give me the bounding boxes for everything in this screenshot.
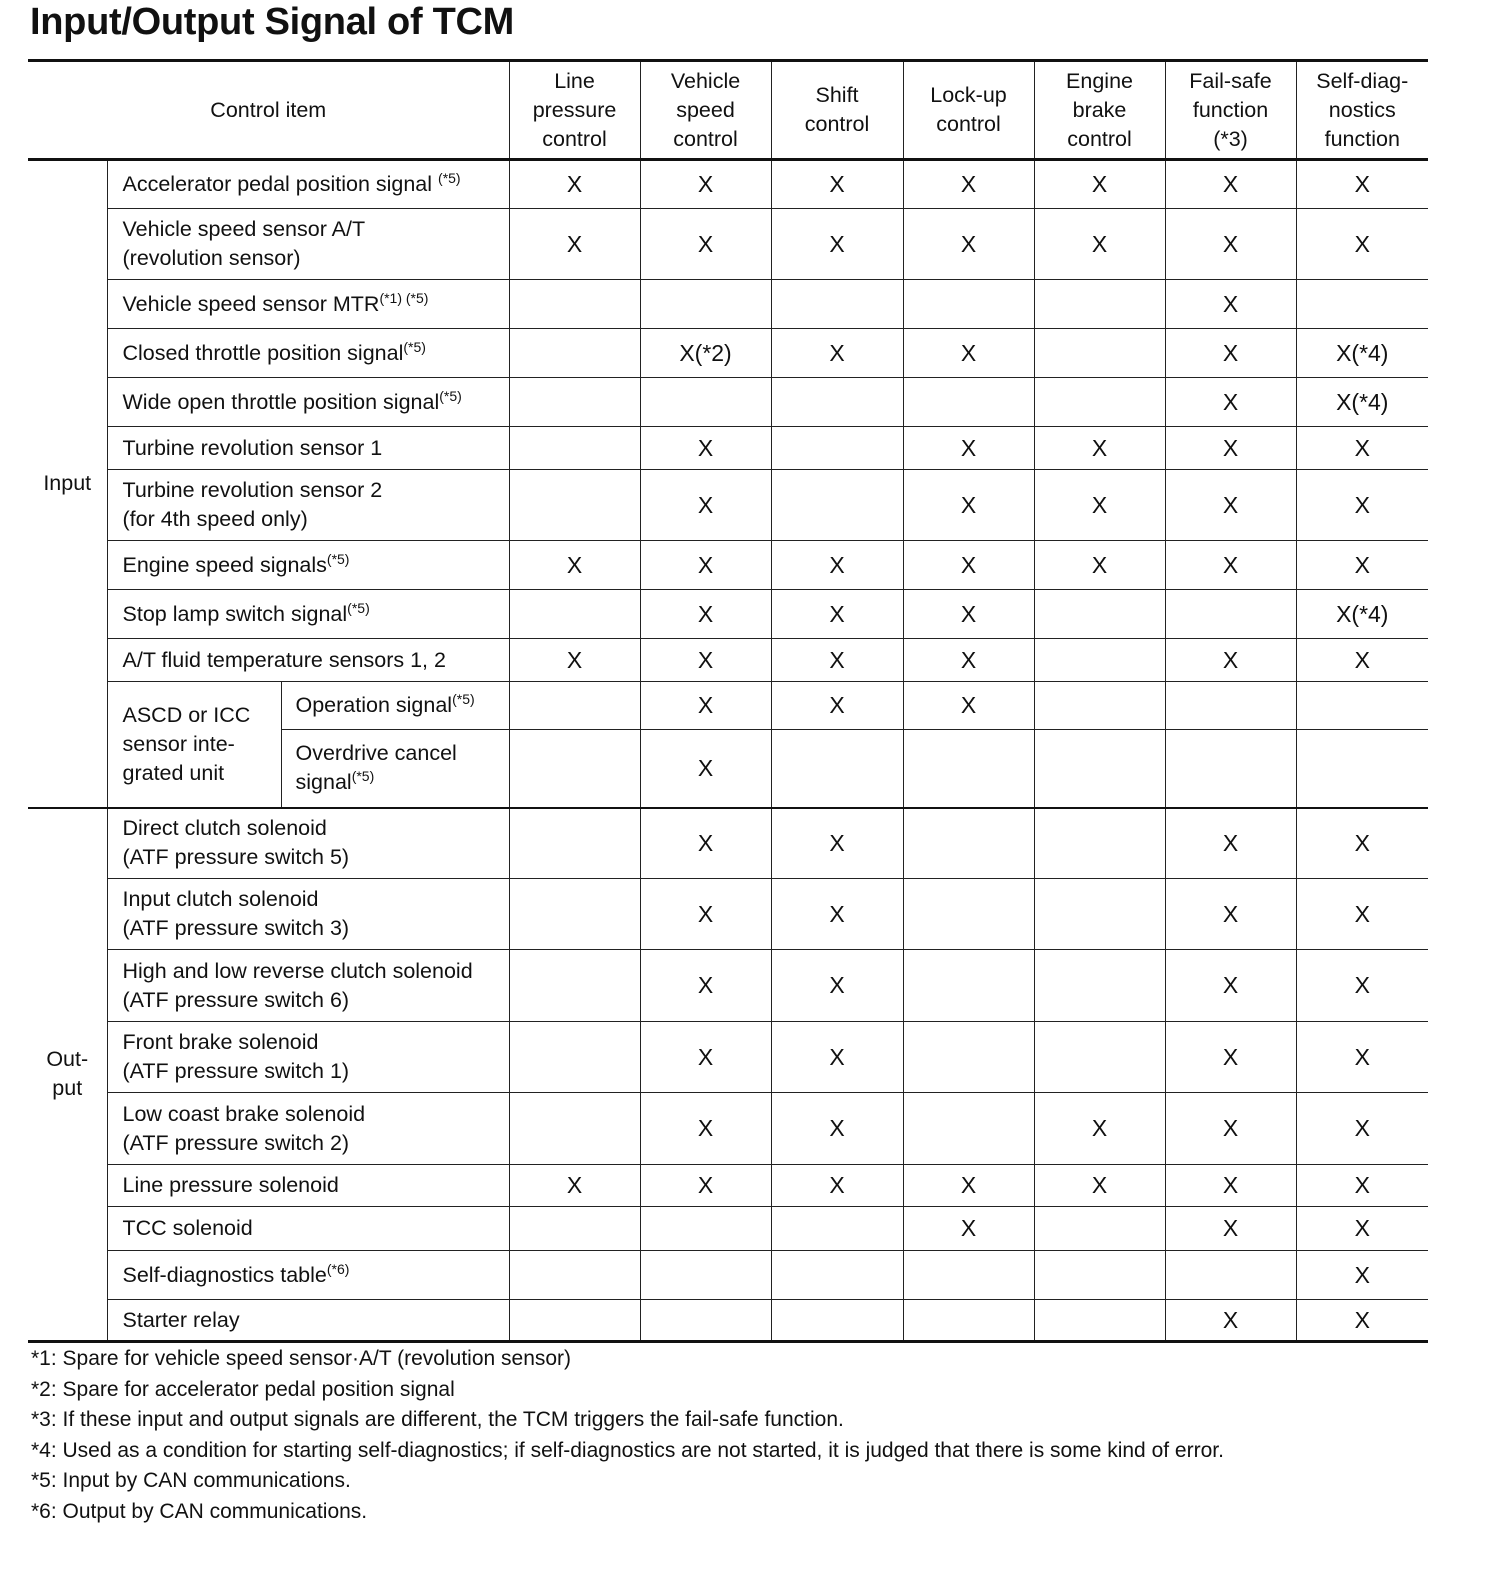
row-label-text: A/T fluid temperature sensors 1, 2 xyxy=(122,647,446,672)
mark-cell xyxy=(903,1093,1034,1165)
row-label-text: signal xyxy=(295,770,352,795)
mark-cell xyxy=(1034,879,1165,950)
footnote: *6: Output by CAN communications. xyxy=(31,1499,368,1523)
row-label xyxy=(107,1022,509,1093)
mark-cell xyxy=(903,280,1034,329)
mark-cell xyxy=(1034,329,1165,378)
footnote-ref: (*5) xyxy=(347,599,370,616)
mark-cell: X xyxy=(1165,879,1296,950)
mark-cell xyxy=(509,427,640,470)
row-label-text: Vehicle speed sensor A/T xyxy=(122,217,366,241)
mark-cell: X xyxy=(771,209,903,280)
row-label-text: (ATF pressure switch 1) xyxy=(122,1059,350,1083)
ascd-label-text: ASCD or ICC xyxy=(122,702,251,727)
row-label-text: Stop lamp switch signal xyxy=(122,601,348,626)
ascd-group-label xyxy=(107,682,281,808)
mark-cell xyxy=(903,730,1034,808)
mark-cell: X xyxy=(640,808,771,879)
mark-cell: X xyxy=(1165,160,1296,209)
mark-cell xyxy=(509,1093,640,1165)
row-label xyxy=(107,1165,509,1207)
table-row xyxy=(28,541,1428,590)
mark-cell: X xyxy=(1296,1207,1428,1251)
tcm-signal-table xyxy=(28,59,1428,1343)
mark-cell: X xyxy=(1165,950,1296,1022)
mark-cell xyxy=(1034,682,1165,730)
header-text: Self-diag- xyxy=(1316,68,1409,93)
mark-cell: X xyxy=(640,590,771,639)
mark-cell: X xyxy=(771,879,903,950)
mark-cell xyxy=(640,280,771,329)
column-header-engine-brake xyxy=(1034,61,1165,160)
table-row xyxy=(28,639,1428,682)
mark-cell: X xyxy=(640,1093,771,1165)
mark-cell: X xyxy=(1296,427,1428,470)
mark-cell xyxy=(1034,1300,1165,1342)
row-label xyxy=(107,1093,509,1165)
mark-cell: X xyxy=(1296,1300,1428,1342)
mark-cell: X xyxy=(903,329,1034,378)
row-label xyxy=(107,879,509,950)
row-label-text: Low coast brake solenoid xyxy=(122,1101,366,1126)
mark-cell xyxy=(771,378,903,427)
table-row xyxy=(28,378,1428,427)
mark-cell xyxy=(1034,1251,1165,1300)
row-label xyxy=(107,209,509,280)
column-header-line-pressure xyxy=(509,61,640,160)
row-label-text: Engine speed signals xyxy=(122,552,327,577)
footnotes xyxy=(31,1344,1224,1527)
mark-cell xyxy=(1296,280,1428,329)
ascd-label-text: grated unit xyxy=(122,760,225,785)
mark-cell xyxy=(771,427,903,470)
table-row xyxy=(28,1165,1428,1207)
mark-cell: X xyxy=(1165,541,1296,590)
mark-cell xyxy=(771,470,903,541)
row-label-text: Vehicle speed sensor MTR xyxy=(122,291,380,316)
mark-cell: X xyxy=(1165,329,1296,378)
mark-cell: X xyxy=(903,541,1034,590)
mark-cell xyxy=(903,950,1034,1022)
mark-cell xyxy=(903,1022,1034,1093)
mark-cell xyxy=(509,682,640,730)
header-text: Engine xyxy=(1066,68,1133,93)
footnote-ref: (*5) xyxy=(438,169,461,186)
mark-cell xyxy=(1296,730,1428,808)
page-title: Input/Output Signal of TCM xyxy=(30,1,514,43)
table-header-row xyxy=(28,61,1428,160)
row-label xyxy=(107,950,509,1022)
row-label-text: Turbine revolution sensor 1 xyxy=(122,435,383,460)
mark-cell: X xyxy=(1165,639,1296,682)
footnote-ref: (*6) xyxy=(326,1260,350,1277)
mark-cell xyxy=(509,950,640,1022)
table-row xyxy=(28,808,1428,879)
mark-cell: X xyxy=(903,427,1034,470)
header-text: control xyxy=(542,126,607,151)
mark-cell: X xyxy=(771,950,903,1022)
mark-cell: X xyxy=(903,682,1034,730)
mark-cell: X xyxy=(771,808,903,879)
mark-cell xyxy=(903,879,1034,950)
mark-cell: X xyxy=(771,160,903,209)
mark-cell xyxy=(1034,950,1165,1022)
mark-cell xyxy=(509,808,640,879)
mark-cell: X xyxy=(640,470,771,541)
mark-cell: X xyxy=(1034,1093,1165,1165)
mark-cell xyxy=(509,590,640,639)
row-label-text: Front brake solenoid xyxy=(122,1030,319,1054)
mark-cell: X xyxy=(640,730,771,808)
mark-cell: X xyxy=(771,541,903,590)
mark-cell xyxy=(903,1251,1034,1300)
mark-cell xyxy=(509,329,640,378)
footnote: *2: Spare for accelerator pedal position signal xyxy=(31,1377,455,1401)
mark-cell xyxy=(771,1300,903,1342)
row-label-text: Overdrive cancel xyxy=(295,741,457,766)
header-text: brake xyxy=(1072,97,1127,122)
mark-cell: X xyxy=(1034,209,1165,280)
row-label xyxy=(107,329,509,378)
table-row xyxy=(28,682,1428,730)
table-row xyxy=(28,1300,1428,1342)
header-text: control xyxy=(936,112,1001,136)
column-header-self-diagnostics xyxy=(1296,61,1428,160)
header-text: Vehicle xyxy=(670,68,741,93)
header-text: control xyxy=(804,112,870,136)
mark-cell xyxy=(1165,1251,1296,1300)
footnote-ref: (*5) xyxy=(326,550,350,567)
header-text: Shift xyxy=(815,83,859,107)
header-text: (*3) xyxy=(1213,126,1248,151)
mark-cell: X xyxy=(640,160,771,209)
row-label xyxy=(107,1207,509,1251)
mark-cell xyxy=(903,378,1034,427)
row-label-text: Line pressure solenoid xyxy=(122,1173,339,1197)
row-label xyxy=(281,682,509,730)
group-label-text: put xyxy=(52,1076,83,1101)
mark-cell: X xyxy=(771,639,903,682)
mark-cell: X xyxy=(1034,427,1165,470)
mark-cell: X xyxy=(1034,470,1165,541)
mark-cell: X xyxy=(1034,160,1165,209)
mark-cell: X xyxy=(640,682,771,730)
mark-cell xyxy=(771,1251,903,1300)
mark-cell: X xyxy=(1296,950,1428,1022)
header-text: function xyxy=(1192,97,1269,122)
mark-cell: X xyxy=(640,879,771,950)
row-label xyxy=(107,808,509,879)
row-label xyxy=(107,541,509,590)
mark-cell: X xyxy=(1296,160,1428,209)
mark-cell: X xyxy=(1165,427,1296,470)
row-label-text: (ATF pressure switch 2) xyxy=(122,1130,350,1155)
mark-cell: X xyxy=(640,639,771,682)
mark-cell xyxy=(771,280,903,329)
mark-cell: X xyxy=(1034,541,1165,590)
table-row xyxy=(28,1207,1428,1251)
row-label xyxy=(107,639,509,682)
mark-cell: X xyxy=(640,1022,771,1093)
mark-cell: X xyxy=(1165,280,1296,329)
mark-cell: X xyxy=(1296,879,1428,950)
row-label xyxy=(107,1300,509,1342)
row-label-text: Self-diagnostics table xyxy=(122,1262,327,1287)
row-label-text: (for 4th speed only) xyxy=(122,507,308,531)
header-text: pressure xyxy=(532,97,617,122)
mark-cell xyxy=(1034,1022,1165,1093)
mark-cell xyxy=(771,1207,903,1251)
mark-cell: X xyxy=(1296,209,1428,280)
mark-cell: X xyxy=(640,209,771,280)
mark-cell: X xyxy=(1296,808,1428,879)
table-row xyxy=(28,470,1428,541)
mark-cell: X xyxy=(1296,470,1428,541)
row-label-text: Direct clutch solenoid xyxy=(122,816,327,841)
mark-cell: X xyxy=(1165,1093,1296,1165)
mark-cell: X xyxy=(1165,378,1296,427)
mark-cell: X xyxy=(1165,470,1296,541)
mark-cell: X xyxy=(1165,1300,1296,1342)
mark-cell: X xyxy=(771,1022,903,1093)
header-text: Fail-safe xyxy=(1189,68,1272,93)
mark-cell: X xyxy=(1296,1165,1428,1207)
table-row xyxy=(28,1022,1428,1093)
mark-cell xyxy=(509,378,640,427)
mark-cell xyxy=(1296,682,1428,730)
mark-cell: X xyxy=(1165,1022,1296,1093)
mark-cell xyxy=(509,730,640,808)
mark-cell: X xyxy=(903,639,1034,682)
footnote-ref: (*5) xyxy=(403,338,426,355)
mark-cell: X xyxy=(771,682,903,730)
mark-cell xyxy=(509,1300,640,1342)
mark-cell: X xyxy=(771,1093,903,1165)
mark-cell: X(*4) xyxy=(1296,590,1428,639)
mark-cell: X xyxy=(1296,639,1428,682)
footnote-ref: (*5) xyxy=(351,768,375,785)
mark-cell xyxy=(903,808,1034,879)
mark-cell xyxy=(1034,590,1165,639)
mark-cell xyxy=(1165,730,1296,808)
mark-cell: X xyxy=(1165,808,1296,879)
row-label-text: Starter relay xyxy=(122,1307,240,1332)
mark-cell: X xyxy=(509,160,640,209)
footnote: *5: Input by CAN communications. xyxy=(31,1469,351,1492)
row-label xyxy=(107,1251,509,1300)
row-label xyxy=(107,590,509,639)
row-label xyxy=(107,280,509,329)
column-header-shift xyxy=(771,61,903,160)
header-text: speed xyxy=(676,97,735,122)
mark-cell: X xyxy=(1165,209,1296,280)
mark-cell: X xyxy=(640,1165,771,1207)
mark-cell xyxy=(1034,639,1165,682)
row-label-text: (ATF pressure switch 3) xyxy=(122,916,350,940)
footnote-ref: (*5) xyxy=(439,387,462,404)
mark-cell: X xyxy=(1296,541,1428,590)
header-text: function xyxy=(1324,126,1400,151)
row-label-text: Closed throttle position signal xyxy=(122,340,404,365)
mark-cell xyxy=(509,1022,640,1093)
footnote-ref: (*1) (*5) xyxy=(379,289,429,306)
mark-cell: X(*4) xyxy=(1296,329,1428,378)
mark-cell xyxy=(640,1251,771,1300)
table-row xyxy=(28,329,1428,378)
mark-cell: X xyxy=(903,1165,1034,1207)
mark-cell xyxy=(903,1300,1034,1342)
mark-cell xyxy=(1034,730,1165,808)
mark-cell: X xyxy=(1034,1165,1165,1207)
header-text: control xyxy=(673,126,738,151)
row-label-text: TCC solenoid xyxy=(122,1216,253,1240)
mark-cell: X xyxy=(640,541,771,590)
group-label-text: Out- xyxy=(46,1047,89,1072)
mark-cell xyxy=(509,470,640,541)
row-label xyxy=(107,427,509,470)
table-row xyxy=(28,1251,1428,1300)
row-label xyxy=(107,378,509,427)
mark-cell xyxy=(1034,378,1165,427)
row-label xyxy=(281,730,509,808)
group-label-output xyxy=(28,808,107,1342)
mark-cell: X xyxy=(1165,1165,1296,1207)
mark-cell xyxy=(640,1300,771,1342)
group-label-input: Input xyxy=(28,160,107,808)
mark-cell: X xyxy=(509,541,640,590)
row-label-text: High and low reverse clutch solenoid xyxy=(122,958,473,983)
mark-cell: X xyxy=(1165,1207,1296,1251)
mark-cell: X(*2) xyxy=(640,329,771,378)
mark-cell xyxy=(1034,1207,1165,1251)
ascd-label-text: sensor inte- xyxy=(122,731,235,756)
table-row xyxy=(28,160,1428,209)
footnote-ref: (*5) xyxy=(452,690,475,707)
mark-cell xyxy=(771,730,903,808)
header-text: nostics xyxy=(1328,97,1396,122)
header-text: Lock-up xyxy=(930,83,1007,107)
mark-cell xyxy=(509,879,640,950)
table-row xyxy=(28,1093,1428,1165)
header-text: Line xyxy=(554,68,595,93)
table-row xyxy=(28,879,1428,950)
row-label-text: Turbine revolution sensor 2 xyxy=(122,478,383,502)
mark-cell: X xyxy=(771,590,903,639)
mark-cell: X xyxy=(771,329,903,378)
footnote: *1: Spare for vehicle speed sensor·A/T (revolution sensor) xyxy=(31,1347,572,1370)
mark-cell xyxy=(1034,280,1165,329)
mark-cell: X xyxy=(903,1207,1034,1251)
mark-cell: X xyxy=(1296,1022,1428,1093)
mark-cell xyxy=(1165,682,1296,730)
mark-cell: X xyxy=(771,1165,903,1207)
column-header-lock-up xyxy=(903,61,1034,160)
mark-cell: X xyxy=(903,590,1034,639)
row-label-text: Input clutch solenoid xyxy=(122,887,319,911)
row-label-text: (ATF pressure switch 6) xyxy=(122,987,350,1012)
row-label-text: (revolution sensor) xyxy=(122,246,301,270)
table-row xyxy=(28,950,1428,1022)
row-label-text: Wide open throttle position signal xyxy=(122,389,440,414)
control-item-header: Control item xyxy=(28,61,509,160)
mark-cell: X xyxy=(903,209,1034,280)
mark-cell: X xyxy=(640,950,771,1022)
footnote: *4: Used as a condition for starting self-diagnostics; if self-diagnostics are not started, it is judged that there is some kind of error. xyxy=(31,1438,1224,1462)
mark-cell: X xyxy=(1296,1251,1428,1300)
mark-cell: X xyxy=(640,427,771,470)
table-row xyxy=(28,427,1428,470)
mark-cell: X xyxy=(509,639,640,682)
table-body xyxy=(28,61,1428,1342)
mark-cell: X xyxy=(1296,1093,1428,1165)
mark-cell xyxy=(640,378,771,427)
mark-cell: X xyxy=(903,160,1034,209)
row-label-text: (ATF pressure switch 5) xyxy=(122,845,350,870)
row-label-text: Accelerator pedal position signal xyxy=(122,172,439,196)
table-row xyxy=(28,280,1428,329)
row-label xyxy=(107,470,509,541)
mark-cell xyxy=(509,1207,640,1251)
table-row xyxy=(28,209,1428,280)
mark-cell xyxy=(509,280,640,329)
mark-cell xyxy=(1165,590,1296,639)
table-row xyxy=(28,590,1428,639)
header-text: control xyxy=(1067,126,1132,151)
column-header-fail-safe xyxy=(1165,61,1296,160)
mark-cell: X(*4) xyxy=(1296,378,1428,427)
mark-cell xyxy=(640,1207,771,1251)
footnote: *3: If these input and output signals are different, the TCM triggers the fail-safe function. xyxy=(31,1408,844,1431)
mark-cell: X xyxy=(509,1165,640,1207)
mark-cell xyxy=(509,1251,640,1300)
mark-cell: X xyxy=(903,470,1034,541)
column-header-vehicle-speed xyxy=(640,61,771,160)
row-label xyxy=(107,160,509,209)
row-label-text: Operation signal xyxy=(295,693,453,717)
mark-cell: X xyxy=(509,209,640,280)
mark-cell xyxy=(1034,808,1165,879)
